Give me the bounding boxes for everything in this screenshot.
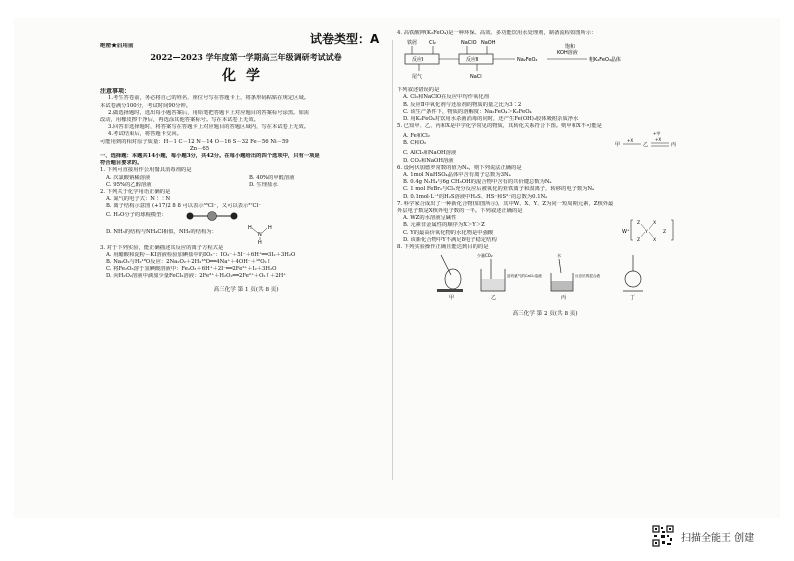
q6-option-d: D. 0.1mol·L⁻¹的H₂S溶液中H₂S、HS⁻和S²⁻的总数为0.1Nₐ — [403, 193, 548, 200]
flow-input-naclo: NaClO — [461, 40, 477, 47]
q5-arrow-label-3: +甲 — [653, 131, 661, 137]
atomic-mass-line: 可能用到的相对原子质量：H－1 C－12 N－14 O－16 S－32 Fe－56 Ni－59 — [100, 138, 289, 145]
flow-input-cl2: Cl₂ — [429, 40, 436, 47]
q6-option-a: A. 1mol NaHSO₄晶体中含有离子总数为3Nₐ — [403, 172, 511, 179]
q5-transformation-diagram — [613, 130, 683, 150]
notice-line: 4.考试结束后，将答题卡交回。 — [108, 131, 182, 138]
svg-text:H: H — [258, 239, 262, 245]
q1-option-d: D. 生理盐水 — [249, 181, 278, 188]
question-5-stem: 5. 已知甲、乙、丙和X是中学化学常见的物质，其转化关系符合下图。则甲和X不可能是 — [397, 123, 602, 130]
q3-option-b: B. Na₂O₂与H₂¹⁸O反应：2Na₂O₂＋2H₂¹⁸O══4Na⁺＋4OH⁻＋¹⁸O₂↑ — [106, 259, 272, 266]
q6-option-c: C. 1 mol FeBr₂与Cl₂充分反应后被氧化的亚铁离子和溴离子，转移的电子数为Nₐ — [403, 186, 595, 193]
svg-text:H: H — [268, 224, 272, 231]
flow-output-tailgas: 尾气 — [412, 74, 423, 81]
exam-page-2 — [397, 30, 693, 485]
svg-text:X: X — [653, 237, 657, 243]
compound-structure-icon — [621, 216, 681, 244]
notice-line: 1.考生答卷前，务必将自己的姓名、座位号写在答题卡上，将条形码粘贴在规定区域。 — [108, 95, 310, 102]
q6-option-b: B. 0.4g N₂H₄与6g CH₃OH的混合物中含有的共价键总数为Nₐ — [403, 179, 552, 186]
q1-option-c: C. 95%的乙醇溶液 — [106, 181, 152, 188]
q5-option-b: B. C和O₂ — [403, 140, 427, 147]
q4-option-a: A. Cl₂和NaClO在反应中均作氧化剂 — [403, 94, 489, 101]
apparatus-label-a: 甲 — [449, 295, 455, 302]
page-1-footer: 高三化学 第 1 页(共 8 页) — [213, 286, 279, 293]
apparatus-small-mixture: 反应后的混合液 — [575, 274, 601, 279]
notice-title: 注意事项： — [100, 88, 131, 96]
apparatus-small-co2: 少量CO₂ — [477, 253, 493, 259]
exam-type-label: 试卷类型：A — [310, 32, 380, 46]
question-1-stem: 1. 下列可直接用作公用餐具消毒剂的是 — [100, 167, 192, 174]
flow-box-reaction-2: 反应Ⅱ — [466, 57, 479, 64]
svg-text:W⁺: W⁺ — [622, 228, 630, 235]
q5-option-a: A. Fe和Cl₂ — [403, 133, 430, 140]
q5-arrow-label-1: +X — [627, 138, 634, 144]
apparatus-a-icon — [437, 255, 463, 301]
ball-stick-model-icon — [182, 211, 242, 221]
page-fold-divider — [392, 40, 393, 480]
q4-option-b: B. 反应Ⅱ中氧化剂与还原剂的物质的量之比为3∶2 — [403, 101, 522, 108]
q4-option-d: D. 用K₂FeO₄对饮用水杀菌消毒的同时，还产生Fe(OH)₃胶体吸附杂质净水 — [403, 116, 579, 123]
svg-text:X: X — [653, 220, 657, 226]
svg-text:Z: Z — [637, 237, 641, 243]
flow-output-nacl: NaCl — [470, 74, 482, 81]
flow-input-naoh: NaOH — [481, 40, 496, 47]
q5-option-d: D. CO₂和NaOH溶液 — [403, 157, 454, 164]
svg-text:N: N — [258, 231, 262, 238]
notice-line: 3.回答非选择题时，将答案写在答题卡上对应题目的答题区域内，写在本试卷上无效。 — [108, 124, 310, 131]
q5-option-c: C. AlCl₃和NaOH溶液 — [403, 150, 457, 157]
section-heading-cont: 符合题目要求的。 — [100, 160, 143, 167]
question-2-stem: 2. 下列关于化学用语正确的是 — [100, 189, 171, 196]
apparatus-label-d: 丁 — [630, 295, 636, 302]
atomic-mass-line: Zn－65 — [190, 145, 210, 152]
apparatus-small-water: 水 — [557, 253, 561, 259]
q1-option-b: B. 40%的甲醛溶液 — [249, 174, 295, 181]
q7-option-d: D. 该新化合物中Y不满足8电子稳定结构 — [403, 236, 497, 243]
page-2-footer: 高三化学 第 2 页(共 8 页) — [512, 311, 578, 318]
q2-option-a: A. 氮气的电子式：N⋮⋮N — [106, 196, 171, 203]
q4-option-c: C. 该生产条件下，物质的溶解度：Na₂FeO₄＞K₂FeO₄ — [403, 108, 532, 115]
apparatus-d-icon — [623, 255, 643, 301]
nh3-structure-icon — [242, 221, 282, 245]
question-4-stem: 4. 高铁酸钾(K₂FeO₄)是一种环保、高效、多功能饮用水处理剂，制备流程如图所示： — [397, 30, 597, 36]
flow-intermediate: Na₂FeO₄ — [517, 57, 538, 64]
q4-question: 下列叙述错误的是 — [397, 87, 440, 94]
notice-line: 2.做选择题时，选出每小题答案后，用铅笔把答题卡上对应题目的答案标号涂黑。如需 — [108, 109, 310, 116]
flow-saturated: 饱和 — [565, 44, 576, 51]
q7-option-b: B. 元素非金属性的顺序为X＞Y＞Z — [403, 222, 485, 229]
q8-apparatus-figure — [397, 251, 693, 301]
apparatus-b-icon — [477, 252, 542, 301]
flow-koh: KOH溶液 — [557, 50, 578, 57]
svg-text:H: H — [248, 224, 252, 231]
question-3-stem: 3. 对于下列实验，能正确描述其反应的离子方程式是 — [100, 244, 224, 251]
q5-node-c: 丙 — [671, 142, 677, 149]
question-8-stem: 8. 下列实验操作正确且能达到目的的是 — [397, 244, 489, 251]
scanner-watermark: 扫描全能王 创建 — [681, 533, 755, 544]
section-heading: 一、选择题：本题共14小题，每小题3分，共42分。在每小题给出的四个选项中，只有一项是 — [100, 153, 320, 160]
q1-option-a: A. 次氯酸钠稀溶液 — [106, 174, 151, 181]
question-7-stem: 7. 科学家合成出了一种新化合物(如图所示)，其中W、X、Y、Z为同一短周期元素，Z核外最 — [397, 200, 614, 207]
q2-option-b: B. 离子结构示意图 (+17)2 8 8 可以表示³⁵Cl⁻，又可以表示³⁷Cl⁻ — [106, 203, 262, 210]
q4-flowchart — [397, 37, 693, 83]
apparatus-small-solution: 溶有氨气的CaCl₂溶液 — [507, 274, 542, 279]
flow-input-iron: 铁屑 — [407, 40, 418, 47]
exam-page-1 — [100, 30, 392, 485]
subject-title: 化学 — [222, 68, 270, 85]
q3-option-a: A. 用醋酸和淀粉－KI溶液检验加碘盐中的IO₃⁻：IO₃⁻＋5I⁻＋6H⁺══3I₂＋3H₂O — [106, 251, 296, 258]
apparatus-label-c: 丙 — [561, 295, 567, 302]
q5-node-a: 甲 — [615, 142, 621, 149]
flow-product: 粗K₂FeO₄晶体 — [589, 57, 621, 64]
q2-option-c: C. H₂O分子的球棍模型： — [106, 212, 167, 219]
notice-line: 改动，用橡皮擦干净后，再选涂其他答案标号。写在本试卷上无效。 — [100, 117, 259, 124]
svg-text:Z: Z — [663, 229, 667, 235]
exam-title: 2022—2023 学年度第一学期高三年级调研考试试卷 — [150, 52, 342, 63]
q5-arrow-label-2: +X — [655, 137, 662, 143]
q5-node-b: 乙 — [643, 142, 649, 149]
flow-box-reaction-1: 反应Ⅰ — [412, 57, 424, 64]
notice-line: 本试卷满分100分，考试时间90分钟。 — [100, 102, 192, 109]
svg-text:Z: Z — [637, 220, 641, 226]
q7-option-c: C. Y的最高价氧化物的水化物是中强酸 — [403, 229, 494, 236]
question-6-stem: 6. 设阿伏加德罗常数的值为Nₐ，则下列说法正确的是 — [397, 164, 522, 171]
q2-option-d: D. NH₃的结构与NH₄Cl相似，NH₃的结构为： — [106, 229, 217, 236]
svg-text:Y: Y — [645, 229, 648, 235]
q3-option-d: D. 向H₂O₂溶液中滴加少量FeCl₃溶液：2Fe³⁺＋H₂O₂══2Fe²⁺＋O₂↑＋2H⁺ — [106, 273, 287, 280]
q3-option-c: C. 将Fe₂O₃溶于氢碘酸溶液中：Fe₂O₃＋6H⁺＋2I⁻══2Fe²⁺＋I₂＋3H₂O — [106, 266, 277, 273]
qr-code-icon — [652, 525, 674, 547]
confidential-mark: 绝密★启用前 — [100, 43, 134, 49]
q7-option-a: A. WZ的水溶液呈碱性 — [403, 215, 457, 222]
apparatus-c-icon — [551, 252, 601, 301]
question-7-stem-cont: 外层电子数是X核外电子数的一半。下列叙述正确的是 — [397, 208, 523, 215]
apparatus-label-b: 乙 — [491, 295, 497, 302]
